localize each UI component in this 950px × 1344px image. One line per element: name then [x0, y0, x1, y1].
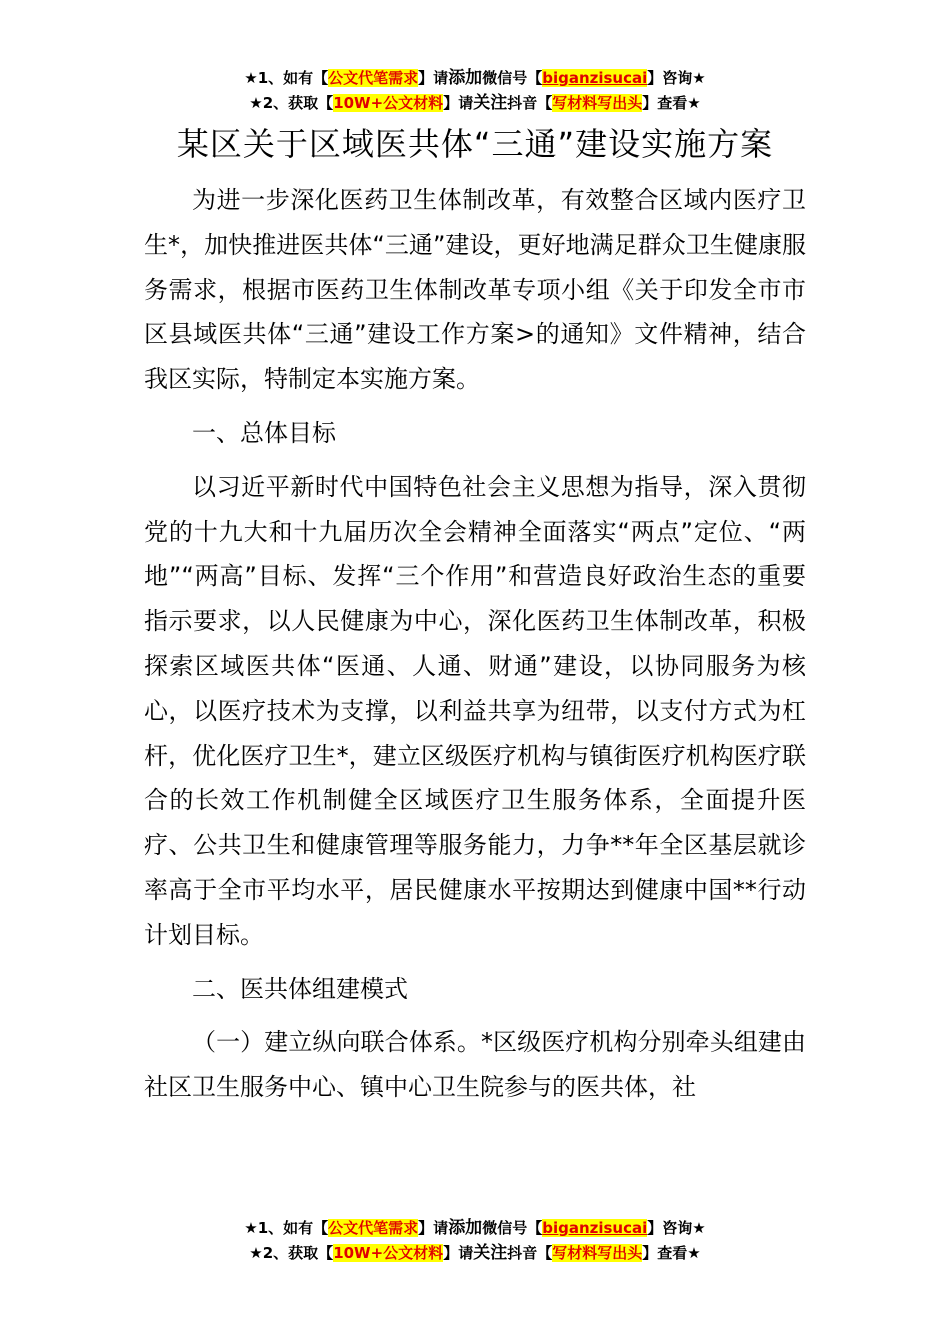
header-banner: [0, 66, 950, 116]
banner-line-1: [0, 1216, 950, 1241]
banner-text: 微信号【: [482, 69, 543, 87]
banner-text: 微信号【: [482, 1219, 543, 1237]
paragraph-model: （一）建立纵向联合体系。*区级医疗机构分别牵头组建由社区卫生服务中心、镇中心卫生院参与的医共体，社: [144, 1028, 806, 1102]
banner-text: 添加: [448, 68, 483, 88]
banner-text: 】查看★: [642, 94, 701, 112]
banner-text: ★1、如有【: [244, 69, 329, 87]
banner-text: 】请: [443, 1244, 474, 1262]
banner-text: 关注: [473, 1243, 508, 1263]
banner-text: 添加: [448, 1218, 483, 1238]
banner-line-1: [0, 66, 950, 91]
banner-line-2: [0, 1241, 950, 1266]
banner-text: 关注: [473, 93, 508, 113]
banner-highlight: 写材料写出头: [552, 1244, 643, 1262]
banner-highlight: 写材料写出头: [552, 94, 643, 112]
document-title: 某区关于区域医共体“三通”建设实施方案: [176, 125, 774, 163]
banner-wechat-id: biganzisucai: [542, 69, 648, 87]
footer-banner: [0, 1216, 950, 1266]
section-heading-2: 二、医共体组建模式: [192, 974, 408, 1003]
banner-highlight: 公文代笔需求: [328, 1219, 419, 1237]
banner-text: 】请: [443, 94, 474, 112]
banner-text: ★1、如有【: [244, 1219, 329, 1237]
banner-text: ★2、获取【: [249, 94, 334, 112]
banner-wechat-id: biganzisucai: [542, 1219, 648, 1237]
banner-text: ★2、获取【: [249, 1244, 334, 1262]
banner-text: 】请: [418, 69, 449, 87]
banner-text: 】查看★: [642, 1244, 701, 1262]
section-heading-1: 一、总体目标: [192, 418, 336, 447]
banner-text: 】咨询★: [647, 69, 706, 87]
document-body: [144, 178, 806, 1110]
banner-highlight: 10W+公文材料: [333, 94, 444, 112]
banner-text: 】咨询★: [647, 1219, 706, 1237]
paragraph-goals: 以习近平新时代中国特色社会主义思想为指导，深入贯彻党的十九大和十九届历次全会精神全面落实“两点”定位、“两地”“两高”目标、发挥“三个作用”和营造良好政治生态的重要指示要求，以人民健康为中心，深化医药卫生体制改革，积极探索区域医共体“医通、人通、财通”建设，以协同服务为核心，以医疗技术为支撑，以利益共享为纽带，以支付方式为杠杆，优化医疗卫生*，建立区级医疗机构与镇街医疗机构医疗联合的长效工作机制健全区域医疗卫生服务体系，全面提升医疗、公共卫生和健康管理等服务能力，力争**年全区基层就诊率高于全市平均水平，居民健康水平按期达到健康中国**行动计划目标。: [144, 472, 806, 949]
banner-text: 抖音【: [507, 1244, 553, 1262]
banner-highlight: 10W+公文材料: [333, 1244, 444, 1262]
paragraph-intro: 为进一步深化医药卫生体制改革，有效整合区域内医疗卫生*，加快推进医共体“三通”建设，更好地满足群众卫生健康服务需求，根据市医药卫生体制改革专项小组《关于印发全市市区县域医共体“三通”建设工作方案>的通知》文件精神，结合我区实际，特制定本实施方案。: [144, 186, 806, 394]
banner-text: 抖音【: [507, 94, 553, 112]
banner-line-2: [0, 91, 950, 116]
banner-highlight: 公文代笔需求: [328, 69, 419, 87]
banner-text: 】请: [418, 1219, 449, 1237]
